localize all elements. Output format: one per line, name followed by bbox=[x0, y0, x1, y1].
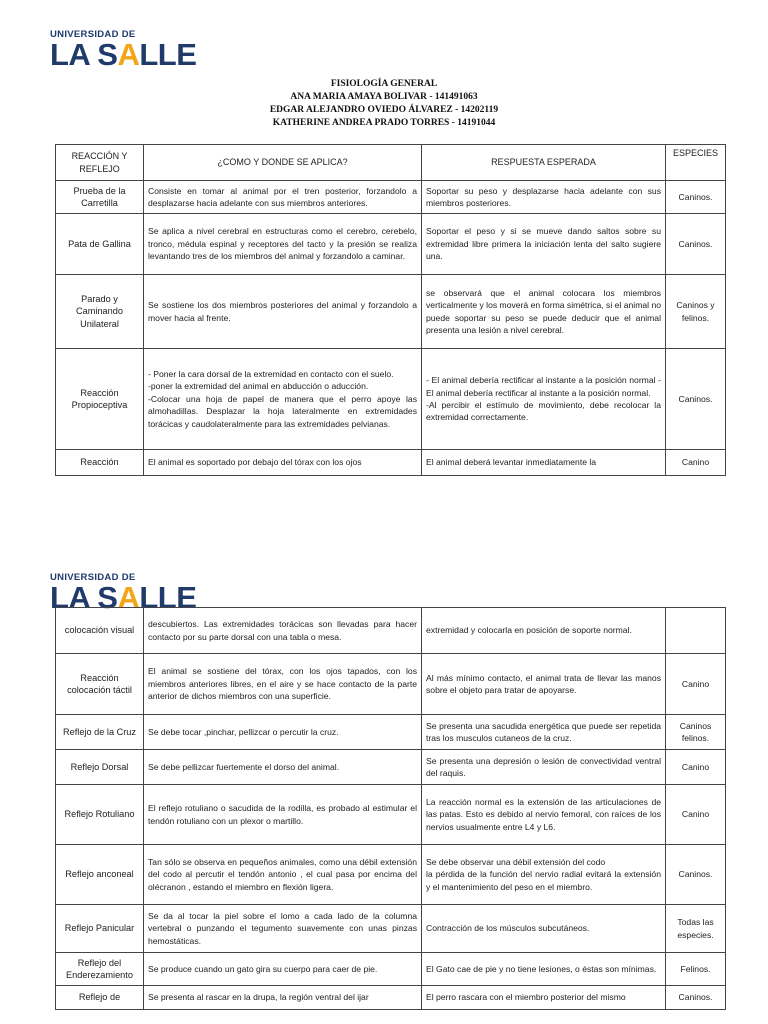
reflex-table-page2 bbox=[55, 607, 726, 1010]
table-row bbox=[56, 845, 726, 905]
cell-reaction: Reflejo Dorsal bbox=[56, 750, 144, 785]
cell-species: Todas las especies. bbox=[666, 905, 726, 953]
logo-brand: LA SALLE bbox=[50, 580, 197, 615]
logo-university-text: UNIVERSIDAD DE bbox=[50, 29, 136, 40]
table-row bbox=[56, 450, 726, 476]
document-title: FISIOLOGÍA GENERAL bbox=[330, 79, 438, 89]
cell-how: El reflejo rotuliano o sacudida de la rodilla, es probado al estimular el tendón rotuliano con un plexor o martillo. bbox=[144, 785, 422, 845]
author-line: KATHERINE ANDREA PRADO TORRES - 14191044 bbox=[272, 118, 496, 128]
table-row bbox=[56, 785, 726, 845]
logo-university-text: UNIVERSIDAD DE bbox=[50, 572, 136, 583]
cell-how: Se debe tocar ,pinchar, pellizcar o percutir la cruz. bbox=[144, 715, 422, 750]
cell-response: extremidad y colocarla en posición de soporte normal. bbox=[422, 608, 666, 654]
cell-species: Caninos. bbox=[666, 349, 726, 450]
header-how: ¿COMO Y DONDE SE APLICA? bbox=[144, 145, 422, 181]
cell-response: se observará que el animal colocara los miembros verticalmente y los moverá en forma simétrica, si el animal no puede soportar su peso se puede deducir que el animal presenta una lesión a nivel cerebral. bbox=[422, 275, 666, 349]
cell-how: Se da al tocar la piel sobre el lomo a cada lado de la columna vertebral o punzando el tegumento suavemente con unas pinzas hemostáticas. bbox=[144, 905, 422, 953]
table-row bbox=[56, 986, 726, 1010]
table-row bbox=[56, 715, 726, 750]
cell-species: Caninos. bbox=[666, 986, 726, 1010]
cell-how: El animal se sostiene del tórax, con los ojos tapados, con los miembros anteriores libres, en el aire y se hace contacto de la parte anterior de dichos miembros con una superficie. bbox=[144, 654, 422, 715]
cell-response: Al más mínimo contacto, el animal trata de llevar las manos sobre el objeto para tratar de apoyarse. bbox=[422, 654, 666, 715]
cell-reaction: Reflejo Panicular bbox=[56, 905, 144, 953]
cell-response: El perro rascara con el miembro posterior del mismo bbox=[422, 986, 666, 1010]
cell-response: Soportar el peso y si se mueve dando saltos sobre su extremidad libre primera la iniciación lenta del salto sugiere una. bbox=[422, 214, 666, 275]
cell-reaction: Reacción bbox=[56, 450, 144, 476]
cell-reaction: Reflejo de la Cruz bbox=[56, 715, 144, 750]
cell-reaction: Reflejo del Enderezamiento bbox=[56, 953, 144, 986]
cell-response: Se presenta una depresión o lesión de convectividad ventral del raquis. bbox=[422, 750, 666, 785]
cell-species: Caninos. bbox=[666, 214, 726, 275]
reflex-table-page1 bbox=[55, 144, 726, 476]
cell-response: Se debe observar una débil extensión del codo la pérdida de la función del nervio radial evitará la extensión y el mantenimiento del peso en el miembro. bbox=[422, 845, 666, 905]
cell-how: Se aplica a nivel cerebral en estructuras como el cerebro, cerebelo, tronco, médula espinal y receptores del tacto y la presión se realiza levantando tres de los miembros del animal y forzandolo a caminar. bbox=[144, 214, 422, 275]
cell-how: Se presenta al rascar en la drupa, la región ventral del ijar bbox=[144, 986, 422, 1010]
header-response: RESPUESTA ESPERADA bbox=[422, 145, 666, 181]
cell-how: Se debe pellizcar fuertemente el dorso del animal. bbox=[144, 750, 422, 785]
cell-species: Caninos. bbox=[666, 181, 726, 214]
table-row bbox=[56, 275, 726, 349]
author-line: ANA MARIA AMAYA BOLIVAR - 141491063 bbox=[290, 92, 478, 102]
cell-response: - El animal debería rectificar al instante a la posición normal -El animal debería rectificar al instante a la posición normal. -Al percibir el estímulo de movimiento, debe recolocar la extremidad correctamente. bbox=[422, 349, 666, 450]
cell-reaction: Reacción Propioceptiva bbox=[56, 349, 144, 450]
cell-response: Soportar su peso y desplazarse hacia adelante con sus miembros posteriores. bbox=[422, 181, 666, 214]
cell-response: Se presenta una sacudida energética que puede ser repetida tras los musculos cutaneos de la cruz. bbox=[422, 715, 666, 750]
cell-reaction: Prueba de la Carretilla bbox=[56, 181, 144, 214]
author-line: EDGAR ALEJANDRO OVIEDO ÁLVAREZ - 14202119 bbox=[269, 105, 499, 115]
logo-brand: LA SALLE bbox=[50, 37, 197, 72]
cell-reaction: Pata de Gallina bbox=[56, 214, 144, 275]
cell-reaction: Parado y Caminando Unilateral bbox=[56, 275, 144, 349]
cell-species bbox=[666, 608, 726, 654]
cell-species: Caninos. bbox=[666, 845, 726, 905]
cell-response: El animal deberá levantar inmediatamente la bbox=[422, 450, 666, 476]
cell-how: descubiertos. Las extremidades torácicas son llevadas para hacer contacto por su parte dorsal con una tabla o mesa. bbox=[144, 608, 422, 654]
cell-how: Consiste en tomar al animal por el tren posterior, forzandolo a desplazarse hacia adelante con sus miembros anteriores. bbox=[144, 181, 422, 214]
cell-response: Contracción de los músculos subcutáneos. bbox=[422, 905, 666, 953]
cell-how: Se sostiene los dos miembros posteriores del animal y forzandolo a mover hacia al frente. bbox=[144, 275, 422, 349]
cell-species: Caninos felinos. bbox=[666, 715, 726, 750]
cell-reaction: Reflejo de bbox=[56, 986, 144, 1010]
cell-how: - Poner la cara dorsal de la extremidad en contacto con el suelo. -poner la extremidad del animal en abducción o aducción. -Colocar una hoja de papel de manera que el perro apoye las almohadillas. Desplazar la hoja lateralmente en extremidades torácicas y caudolateralmente para las extremidades pelvianas. bbox=[144, 349, 422, 450]
cell-how: El animal es soportado por debajo del tórax con los ojos bbox=[144, 450, 422, 476]
table-row bbox=[56, 905, 726, 953]
cell-species: Canino bbox=[666, 450, 726, 476]
cell-how: Se produce cuando un gato gira su cuerpo para caer de pie. bbox=[144, 953, 422, 986]
table-row bbox=[56, 181, 726, 214]
document-heading bbox=[0, 78, 768, 130]
cell-reaction: colocación visual bbox=[56, 608, 144, 654]
cell-reaction: Reflejo anconeal bbox=[56, 845, 144, 905]
cell-response: La reacción normal es la extensión de las articulaciones de las patas. Esto es debido al nervio femoral, con raíces de los nervios usualmente entre L4 y L6. bbox=[422, 785, 666, 845]
cell-species: Felinos. bbox=[666, 953, 726, 986]
cell-species: Caninos y felinos. bbox=[666, 275, 726, 349]
header-species: ESPECIES bbox=[666, 145, 726, 181]
cell-species: Canino bbox=[666, 785, 726, 845]
cell-reaction: Reflejo Rotuliano bbox=[56, 785, 144, 845]
table-row bbox=[56, 349, 726, 450]
table-row bbox=[56, 953, 726, 986]
cell-species: Canino bbox=[666, 654, 726, 715]
cell-species: Canino bbox=[666, 750, 726, 785]
cell-response: El Gato cae de pie y no tiene lesiones, o éstas son mínimas. bbox=[422, 953, 666, 986]
table-row bbox=[56, 214, 726, 275]
university-logo bbox=[50, 30, 196, 70]
table-row bbox=[56, 654, 726, 715]
table-header-row bbox=[56, 145, 726, 181]
cell-reaction: Reacción colocación táctil bbox=[56, 654, 144, 715]
table-row bbox=[56, 608, 726, 654]
cell-how: Tan sólo se observa en pequeños animales, como una débil extensión del codo al percutir el tendón antonio , el cual pasa por encima del olécranon , estando el miembro en flexión ligera. bbox=[144, 845, 422, 905]
table-row bbox=[56, 750, 726, 785]
header-reaction: REACCIÓN Y REFLEJO bbox=[56, 145, 144, 181]
